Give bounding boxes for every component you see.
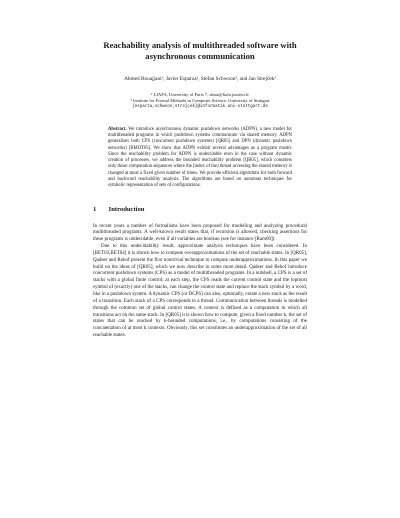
paper-title: Reachability analysis of multithreaded software with asynchronous communication (103, 40, 297, 61)
section-heading (93, 206, 400, 214)
affiliation-1: ¹ LIAFA, University of Paris 7, abou@liafa.jussieu.fr (151, 92, 249, 97)
abstract-text: We introduce asynchronous dynamic pushdown networks (ADPN), a new model for multithreaded programs in which pushdown systems communicate via shared memory. ADPN generalizes both CPS (concurrent pushdown systems) [QR05] and DPN (dynamic pushdown networks) [BMOT05]. We show that ADPN exhibit several advantages as a program model. Since the reachability problem for ADPN is undecidable even in the case without dynamic creation of processes, we address the bounded reachability problem [QR05], which considers only those computation sequences where the (index of the) thread accessing the shared memory is changed at most a fixed given number of times. We provide efficient algorithms for both forward and backward reachability analysis. The algorithms are based on automata techniques for symbolic representation of sets of configurations. (108, 126, 292, 189)
affiliation-2: ² Institute for Formal Methods in Computer Science, University of Stuttgart (130, 98, 270, 104)
paragraph: In recent years a number of formalisms have been proposed for modelling and analyzing procedural multithreaded programs. A well-known result states that, if recursion is allowed, checking assertions for these programs is undecidable, even if all variables are boolean (see for instance [Ram00]). (93, 223, 307, 243)
section-body (93, 224, 307, 340)
section-title: Introduction (108, 205, 145, 213)
author-emails: {esparza,schwoon,strejcek}@informatik.uni-stuttgart.de (132, 105, 268, 110)
abstract (108, 127, 292, 190)
section-number: 1 (93, 205, 97, 213)
author-list: Ahmed Bouajjani¹, Javier Esparza², Stefan Schwoon², and Jan Strejček² (124, 76, 276, 82)
paragraph: Due to this undecidability result, approximate analysis techniques have been considered. In [BET03,BET04] it is shown how to compute overapproximations of the set of reachable states. In [QR05], Qadeer and Rehof present the first nontrivial technique to compute underapproximations. In this paper we build on the ideas of [QR05], which we now describe in some more detail. Qadeer and Rehof introduce concurrent pushdown systems (CPS) as a model of multithreaded programs. In a nutshell, a CPS is a set of stacks with a global finite control; at each step, the CPS reads the current control state and the topmost symbol of (exactly) one of the stacks, can change the control state and replace the stack symbol by a word, like in a pushdown system. A dynamic CPS (or DCPS) can also, optionally, create a new stack as the result of a transition. Each stack of a CPS corresponds to a thread. Communication between threads is modelled through the common set of global control states. A context is defined as a computation in which all transitions act on the same stack. In [QR05] it is shown how to compute, given a fixed number k, the set of states that can be reached by k-bounded computations, i.e., by computations consisting of the concatenation of at most k contexts. Obviously, this set constitutes an underapproximation of the set of all reachable states. (93, 244, 307, 339)
affiliations (0, 92, 400, 111)
abstract-label: Abstract. (108, 126, 127, 132)
